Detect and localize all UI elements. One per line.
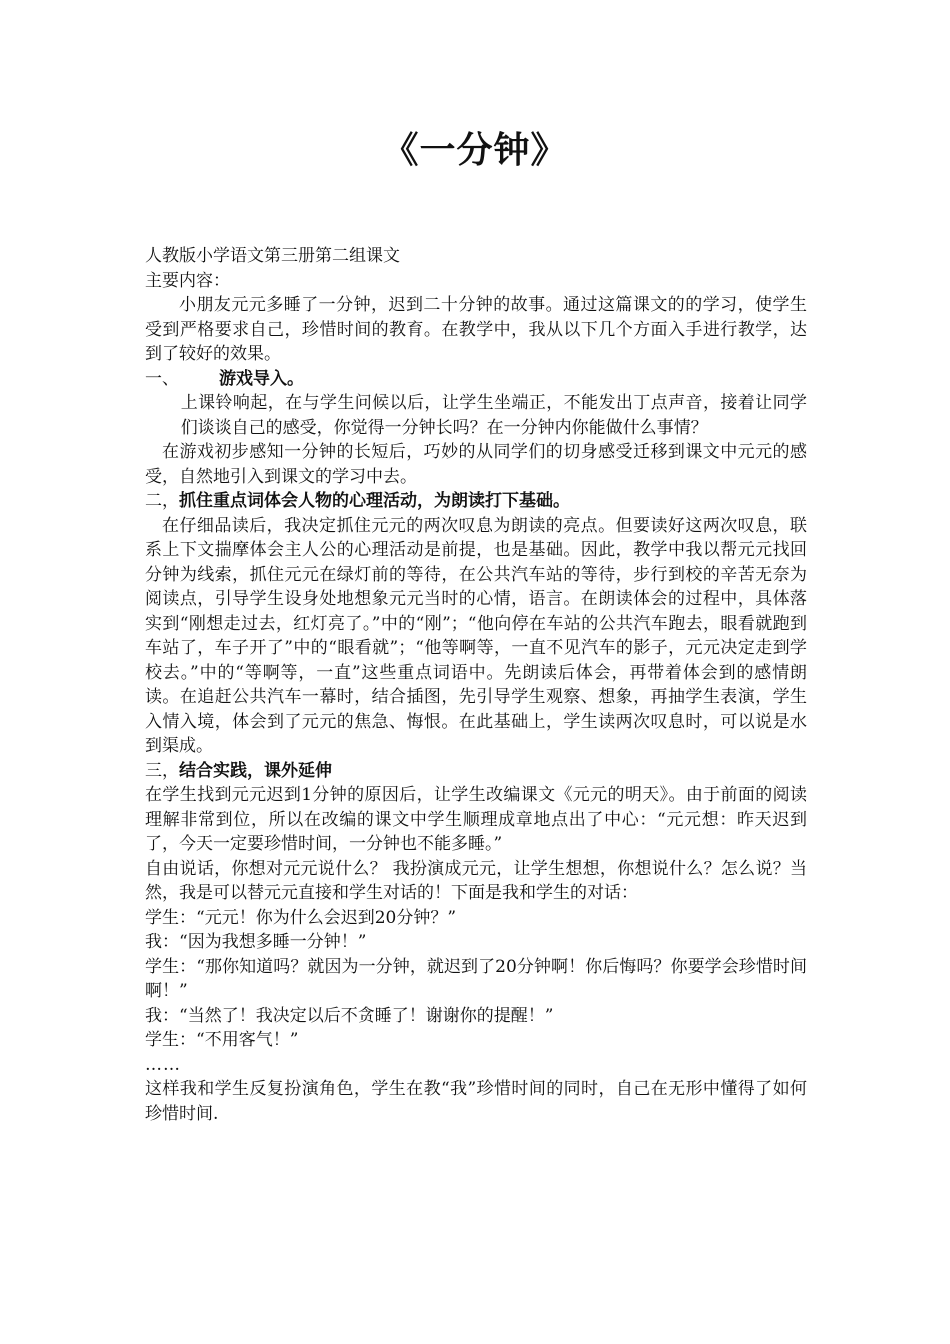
section2-heading: [145, 489, 807, 514]
section3-number: 三，: [145, 760, 179, 781]
section1-heading: [145, 367, 807, 392]
intro-paragraph: 小朋友元元多睡了一分钟，迟到二十分钟的故事。通过这篇课文的的学习，使学生受到严格要求自己，珍惜时间的教育。在教学中，我从以下几个方面入手进行教学，达到了较好的效果。: [145, 295, 807, 364]
conclusion-paragraph: 这样我和学生反复扮演角色，学生在教“我”珍惜时间的同时，自己在无形中懂得了如何珍惜时间.: [145, 1079, 807, 1124]
section3-paragraph2: 自由说话，你想对元元说什么？ 我扮演成元元，让学生想想，你想说什么？怎么说？当然，我是可以替元元直接和学生对话的！下面是我和学生的对话：: [145, 858, 807, 903]
section1-number: 一、: [145, 368, 179, 389]
dialogue-line: 我：“当然了！我决定以后不贪睡了！谢谢你的提醒！”: [145, 1005, 554, 1026]
section3-heading: [145, 759, 807, 784]
section1-heading-text: 游戏导入。: [219, 368, 304, 389]
section3-heading-text: 结合实践，课外延伸: [179, 760, 332, 781]
section1-paragraph1: 上课铃响起，在与学生问候以后，让学生坐端正，不能发出丁点声音，接着让同学们谈谈自己的感受，你觉得一分钟长吗？在一分钟内你能做什么事情？: [180, 393, 807, 438]
section3-paragraph1: 在学生找到元元迟到1分钟的原因后，让学生改编课文《元元的明天》。由于前面的阅读理解非常到位，所以在改编的课文中学生顺理成章地点出了中心：“元元想：昨天迟到了，今天一定要珍惜时间，一分钟也不能多睡。”: [145, 785, 807, 854]
section2-heading-text: 抓住重点词体会人物的心理活动，为朗读打下基础。: [179, 491, 570, 511]
source-line: 人教版小学语文第三册第二组课文: [145, 246, 400, 266]
dialogue-line: 学生：“那你知道吗？就因为一分钟，就迟到了20分钟啊！你后悔吗？你要学会珍惜时间啊！”: [145, 956, 807, 1001]
document-body: [145, 244, 807, 1126]
main-content-label: 主要内容：: [145, 270, 230, 291]
section1-paragraph2: 在游戏初步感知一分钟的长短后，巧妙的从同学们的切身感受迁移到课文中元元的感受，自然地引入到课文的学习中去。: [145, 442, 807, 487]
dialogue-line: 学生：“元元！你为什么会迟到20分钟？”: [145, 907, 457, 928]
dialogue-line: 我：“因为我想多睡一分钟！”: [145, 932, 367, 952]
ellipsis: ……: [145, 1054, 181, 1075]
document-title: 《一分钟》: [382, 130, 568, 171]
section2-number: 二，: [145, 491, 179, 511]
section2-paragraph: 在仔细品读后，我决定抓住元元的两次叹息为朗读的亮点。但要读好这两次叹息，联系上下文揣摩体会主人公的心理活动是前提，也是基础。因此，教学中我以帮元元找回分钟为线索，抓住元元在绿灯前的等待，在公共汽车站的等待，步行到校的辛苦无奈为阅读点，引导学生设身处地想象元元当时的心情，语言。在朗读体会的过程中，具体落实到“刚想走过去，红灯亮了。”中的“刚”；“他向停在车站的公共汽车跑去，眼看就跑到车站了，车子开了”中的“眼看就”；“他等啊等，一直不见汽车的影子，元元决定走到学校去。”中的“等啊等，一直”这些重点词语中。先朗读后体会，再带着体会到的感情朗读。在追赶公共汽车一幕时，结合插图，先引导学生观察、想象，再抽学生表演，学生入情入境，体会到了元元的焦急、悔恨。在此基础上，学生读两次叹息时，可以说是水到渠成。: [145, 515, 807, 756]
dialogue-line: 学生：“不用客气！”: [145, 1030, 299, 1050]
